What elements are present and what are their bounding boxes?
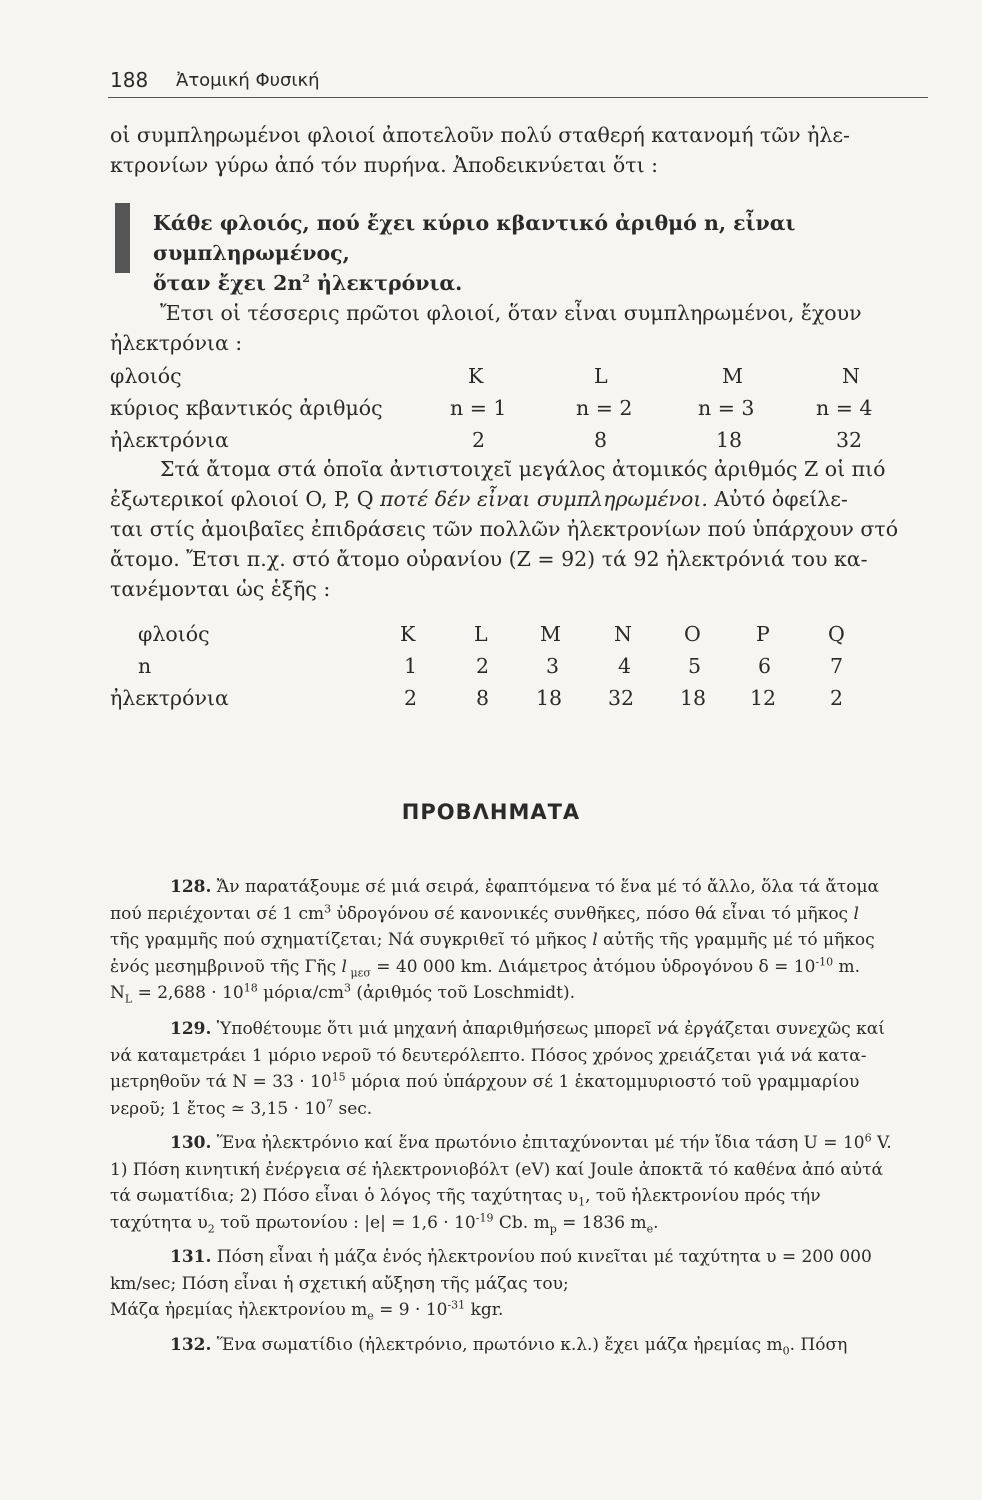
superscript: -31 (447, 1298, 466, 1312)
para2-line-1: Στά ἄτομα στά ὁποῖα ἀντιστοιχεῖ μεγάλος ἀτομικός ἀριθμός Z οἱ πιό (160, 457, 886, 481)
problem-text: ταχύτητα υ (110, 1212, 208, 1233)
table2-cell: 7 (830, 654, 844, 678)
problem-number: 130. (170, 1133, 212, 1153)
rule-line-1: Κάθε φλοιός, πού ἔχει κύριο κβαντικό ἀριθμό n, εἶναι συμπληρωμένος, (153, 211, 796, 265)
symbol-l: l (341, 956, 347, 977)
problem-text: (ἀριθμός τοῦ Loschmidt). (350, 983, 575, 1003)
para1-line-1: Ἔτσι οἱ τέσσερις πρῶτοι φλοιοί, ὅταν εἶναι συμπληρωμένοι, ἔχουν (160, 301, 862, 325)
subscript: 0 (782, 1344, 790, 1358)
table1-cell: 32 (836, 428, 863, 452)
problem-text: μόρια/cm (257, 983, 344, 1003)
problem-text: Πόση εἶναι ἡ μάζα ἑνός ἠλεκτρονίου πού κινεῖται μέ ταχύτητα υ = 200 000 (211, 1247, 872, 1267)
problem-text: , τοῦ ἠλεκτρονίου πρός τήν (585, 1186, 821, 1206)
problem-text: sec. (333, 1098, 373, 1119)
table1-cell: M (722, 364, 743, 388)
paragraph-four-shells (110, 298, 936, 358)
problem-text: = 2,688 · 10 (132, 983, 244, 1003)
superscript: 6 (864, 1131, 872, 1145)
shell-rule-statement (153, 208, 936, 298)
symbol-l: l (592, 930, 598, 950)
problem-text: = 1836 m (556, 1212, 647, 1233)
problem-text: τοῦ πρωτονίου : |e| = 1,6 · 10 (214, 1212, 476, 1233)
problem-text: = 40 000 km. Διάμετρος ἀτόμου ὑδρογόνου δ = 10 (370, 956, 816, 977)
problem-text: νά καταμετράει 1 μόριο νεροῦ τό δευτερόλεπτο. Πόσος χρόνος χρειάζεται γιά νά κατα- (110, 1045, 867, 1066)
problem-text: ὑδρογόνου σέ κανονικές συνθῆκες, πόσο θά εἶναι τό μῆκος (331, 903, 854, 924)
problem-text: V. (871, 1133, 892, 1153)
problem-text: νεροῦ; 1 ἔτος ≃ 3,15 · 10 (110, 1098, 327, 1119)
table2-cell: 2 (830, 686, 844, 710)
page-header (110, 62, 930, 96)
subscript: 2 (207, 1221, 215, 1235)
subscript: e (646, 1221, 654, 1235)
problem-text: kgr. (465, 1300, 504, 1320)
problem-number: 132. (170, 1335, 212, 1355)
problem-text: μετρηθοῦν τά N = 33 · 10 (110, 1072, 332, 1092)
problem-text: m. (833, 956, 861, 977)
table2-cell: 2 (404, 686, 418, 710)
para1-line-2: ἠλεκτρόνια : (110, 331, 243, 355)
problem-text: . Πόση (789, 1335, 848, 1355)
problem-number: 131. (170, 1247, 212, 1267)
table1-cell: 2 (472, 428, 486, 452)
table1-cell: K (468, 364, 484, 388)
problem-text: 1) Πόση κινητική ἐνέργεια σέ ἠλεκτρονιοβόλτ (eV) καί Joule ἀποκτᾶ τό καθένα ἀπό αὐτά (110, 1159, 883, 1180)
superscript: -10 (815, 954, 834, 968)
problems-heading: ΠΡΟΒΛΗΜΑΤΑ (401, 800, 581, 824)
table2-cell: 12 (750, 686, 777, 710)
intro-line-2: κτρονίων γύρω ἀπό τόν πυρήνα. Ἀποδεικνύεται ὅτι : (110, 153, 659, 177)
table2-label: φλοιός (138, 622, 210, 646)
problem-number: 129. (170, 1019, 212, 1039)
problem-text: Cb. m (493, 1212, 550, 1233)
intro-line-1: οἱ συμπληρωμένοι φλοιοί ἀποτελοῦν πολύ σταθερή κατανομή τῶν ἠλε- (110, 123, 850, 147)
table1-cell: n = 4 (816, 396, 873, 420)
problem-text: km/sec; Πόση εἶναι ἡ σχετική αὔξηση τῆς μάζας του; (110, 1273, 569, 1294)
problem-text: ἑνός μεσημβρινοῦ τῆς Γῆς (110, 956, 342, 977)
problem-text: τά σωματίδια; 2) Πόσο εἶναι ὁ λόγος τῆς ταχύτητας υ (110, 1186, 579, 1206)
table2-cell: 5 (688, 654, 702, 678)
running-title: Ἀτομική Φυσική (176, 70, 320, 91)
table2-cell: 1 (404, 654, 418, 678)
table1-cell: 18 (716, 428, 743, 452)
table2-label: n (138, 654, 152, 678)
header-rule (108, 97, 928, 98)
symbol-l: l (853, 903, 859, 924)
rule-line-2b: ἠλεκτρόνια. (309, 271, 463, 295)
subscript: L (124, 992, 133, 1006)
problem-129 (110, 1016, 940, 1122)
intro-paragraph (110, 120, 936, 180)
highlight-bar (115, 203, 130, 273)
superscript: 7 (326, 1096, 334, 1110)
rule-sup: 2 (302, 272, 310, 286)
table1-label: κύριος κβαντικός ἀριθμός (110, 396, 383, 420)
superscript: 18 (243, 981, 258, 995)
superscript: -19 (475, 1210, 494, 1224)
table1-cell: N (842, 364, 860, 388)
para2-line-5: τανέμονται ὡς ἑξῆς : (110, 577, 331, 601)
para2-italic: ποτέ δέν εἶναι συμπληρωμένοι. (380, 487, 708, 511)
problem-text: . (653, 1212, 659, 1233)
table2-cell: P (756, 622, 770, 646)
table1-cell: L (594, 364, 608, 388)
problem-130 (110, 1130, 940, 1236)
table2-cell: O (684, 622, 701, 646)
problem-text: μόρια πού ὑπάρχουν σέ 1 ἑκατομμυριοστό τοῦ γραμμαρίου (345, 1072, 860, 1092)
table2-cell: 4 (618, 654, 632, 678)
table2-cell: 32 (608, 686, 635, 710)
problem-text: αὐτῆς τῆς γραμμῆς μέ τό μῆκος (597, 930, 875, 950)
problem-text: = 9 · 10 (373, 1300, 448, 1320)
page-number: 188 (110, 68, 149, 92)
table2-cell: Q (828, 622, 845, 646)
superscript: 15 (331, 1070, 346, 1084)
table2-cell: 18 (536, 686, 563, 710)
paragraph-outer-shells (110, 454, 936, 604)
para2-line-4: ἄτομο. Ἔτσι π.χ. στό ἄτομο οὐρανίου (Z = 92) τά 92 ἠλεκτρόνιά του κα- (110, 547, 868, 571)
superscript: 3 (324, 901, 332, 915)
problem-text: N (110, 983, 125, 1003)
problem-text: Ὑποθέτουμε ὅτι μιά μηχανή ἀπαριθμήσεως μπορεῖ νά ἐργάζεται συνεχῶς καί (211, 1019, 885, 1039)
table1-label: φλοιός (110, 364, 182, 388)
subscript: μεσ (346, 965, 371, 979)
problem-text: Μάζα ἠρεμίας ἠλεκτρονίου m (110, 1300, 368, 1320)
table2-cell: N (614, 622, 632, 646)
para2-line-3: ται στίς ἀμοιβαῖες ἐπιδράσεις τῶν πολλῶν ἠλεκτρονίων πού ὑπάρχουν στό (110, 517, 899, 541)
rule-line-2a: ὅταν ἔχει 2n (153, 271, 303, 295)
problem-text: πού περιέχονται σέ 1 cm (110, 903, 325, 924)
para2-line-2b: Αὐτό ὀφείλε- (707, 487, 848, 511)
superscript: 3 (343, 981, 351, 995)
table1-cell: n = 2 (576, 396, 633, 420)
table2-cell: 2 (476, 654, 490, 678)
table1-cell: n = 3 (698, 396, 755, 420)
para2-line-2a: ἐξωτερικοί φλοιοί O, P, Q (110, 487, 381, 511)
problem-text: Ἕνα σωματίδιο (ἠλεκτρόνιο, πρωτόνιο κ.λ.) ἔχει μάζα ἠρεμίας m (211, 1335, 783, 1355)
table2-cell: K (400, 622, 416, 646)
problem-number: 128. (170, 877, 212, 897)
problem-text: τῆς γραμμῆς πού σχηματίζεται; Νά συγκριθεῖ τό μῆκος (110, 930, 593, 950)
subscript: p (549, 1221, 557, 1235)
table2-cell: M (540, 622, 561, 646)
table2-cell: 8 (476, 686, 490, 710)
problem-text: Ἕνα ἠλεκτρόνιο καί ἕνα πρωτόνιο ἐπιταχύνονται μέ τήν ἴδια τάση U = 10 (211, 1133, 865, 1153)
table2-cell: 3 (546, 654, 560, 678)
problem-text: Ἄν παρατάξουμε σέ μιά σειρά, ἐφαπτόμενα τό ἕνα μέ τό ἄλλο, ὅλα τά ἄτομα (211, 877, 879, 897)
table2-cell: 18 (680, 686, 707, 710)
table1-cell: 8 (594, 428, 608, 452)
problem-132 (110, 1332, 940, 1359)
table2-cell: 6 (758, 654, 772, 678)
subscript: 1 (578, 1195, 586, 1209)
table1-label: ἠλεκτρόνια (110, 428, 229, 452)
problem-131 (110, 1244, 940, 1324)
table1-cell: n = 1 (450, 396, 507, 420)
problem-128 (110, 874, 940, 1007)
table2-label: ἠλεκτρόνια (110, 686, 229, 710)
table2-cell: L (474, 622, 488, 646)
subscript: e (367, 1309, 374, 1323)
